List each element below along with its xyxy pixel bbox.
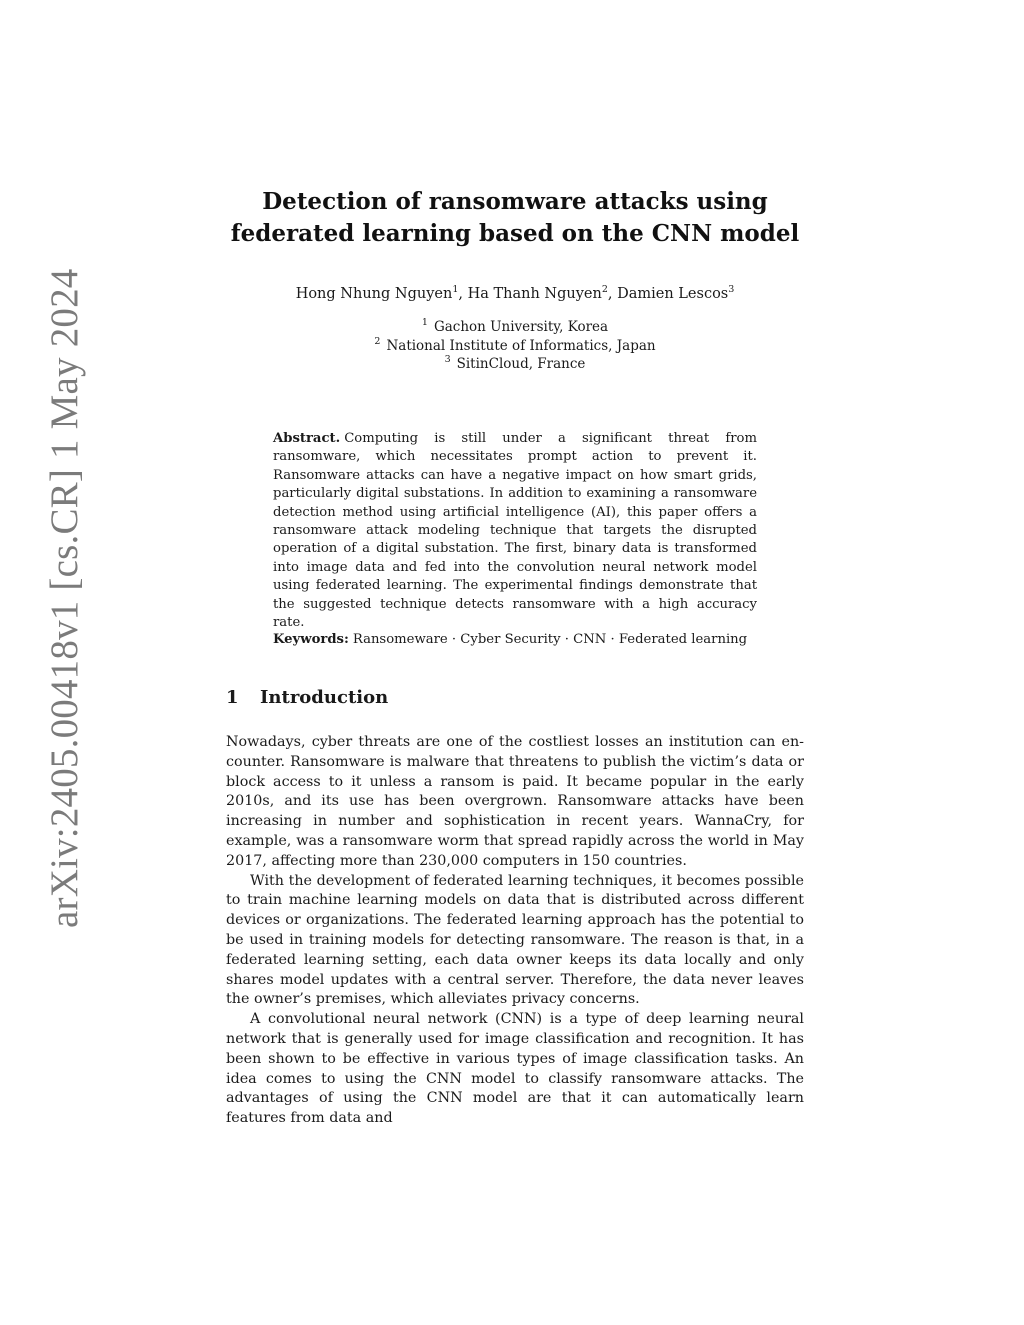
section-heading: [226, 686, 388, 710]
affiliation: [216, 355, 814, 374]
affiliation-text: National Institute of Informatics, Japan: [386, 337, 656, 354]
author-affil-marker: 1: [452, 284, 459, 295]
author-affil-marker: 3: [728, 284, 735, 295]
section-number: 1: [226, 687, 239, 708]
author-name: Damien Lescos: [617, 286, 729, 302]
keywords-label: Keywords:: [273, 632, 349, 647]
affiliation-text: SitinCloud, France: [456, 356, 586, 372]
affiliation-number: 3: [444, 354, 451, 365]
affiliation-text: Gachon University, Korea: [433, 319, 609, 335]
paragraph: A convolutional neural network (CNN) is a type of deep learning neural network that is generally used for image classification and recognition. It has been shown to be effective in various types of image classification tasks. An idea comes to using the CNN model to classify ransomware attacks. The advantages of using the CNN model are that it can automatically learn features from data and: [226, 1011, 804, 1127]
author-affil-marker: 2: [601, 284, 608, 295]
paragraph: Nowadays, cyber threats are one of the costliest losses an institution can encounter. Ransomware is malware that threatens to publish the victim’s data or block access to it unless a ransom is paid. It became popular in the early 2010s, and its use has been overgrown. Ransomware attacks have been increasing in number and sophistication in recent years. WannaCry, for example, was a ransomware worm that spread rapidly across the world in May 2017, affecting more than 230,000 computers in 150 countries.: [226, 734, 804, 869]
paper-title: Detection of ransomware attacks using federated learning based on the CNN model: [230, 188, 800, 247]
affiliation-number: 1: [421, 317, 428, 328]
author-list: [216, 284, 814, 304]
affiliation-number: 2: [374, 335, 381, 347]
author-separator: ,: [607, 286, 618, 302]
abstract: [273, 430, 757, 632]
keywords-text: Ransomeware · Cyber Security · CNN · Federated learning: [352, 632, 748, 647]
section-title: Introduction: [260, 687, 389, 708]
keywords: [273, 631, 757, 649]
arxiv-identifier: arXiv:2405.00418v1 [cs.CR] 1 May 2024: [43, 268, 86, 928]
affiliation-list: [216, 318, 814, 374]
affiliation: [216, 337, 814, 356]
abstract-text: Computing is still under a significant threat from ransomware, which necessitates prompt action to prevent it. Ransomware attacks can have a negative impact on how smart grids, particularly digital substations. In addition to examining a ransomware detection method using artificial intelligence (AI), this paper offers a ransomware attack modeling technique that targets the disrupted operation of a digital substation. The first, binary data is transformed into image data and fed into the convolution neural network model using federated learning. The experimental findings demonstrate that the suggested technique detects ransomware with a high accuracy rate.: [273, 431, 757, 631]
abstract-label: Abstract.: [273, 431, 341, 446]
affiliation: [216, 318, 814, 337]
section-body: [226, 733, 804, 1129]
author-name: Ha Thanh Nguyen: [467, 286, 602, 302]
author-name: Hong Nhung Nguyen: [295, 286, 453, 302]
paragraph: With the development of federated learning techniques, it becomes possible to train machine learning models on data that is distributed across different devices or organizations. The federated learning approach has the potential to be used in training models for detecting ransomware. The reason is that, in a federated learning setting, each data owner keeps its data locally and only shares model updates with a central server. Therefore, the data never leaves the owner’s premises, which alleviates privacy concerns.: [226, 872, 804, 1008]
author-separator: ,: [458, 286, 468, 302]
